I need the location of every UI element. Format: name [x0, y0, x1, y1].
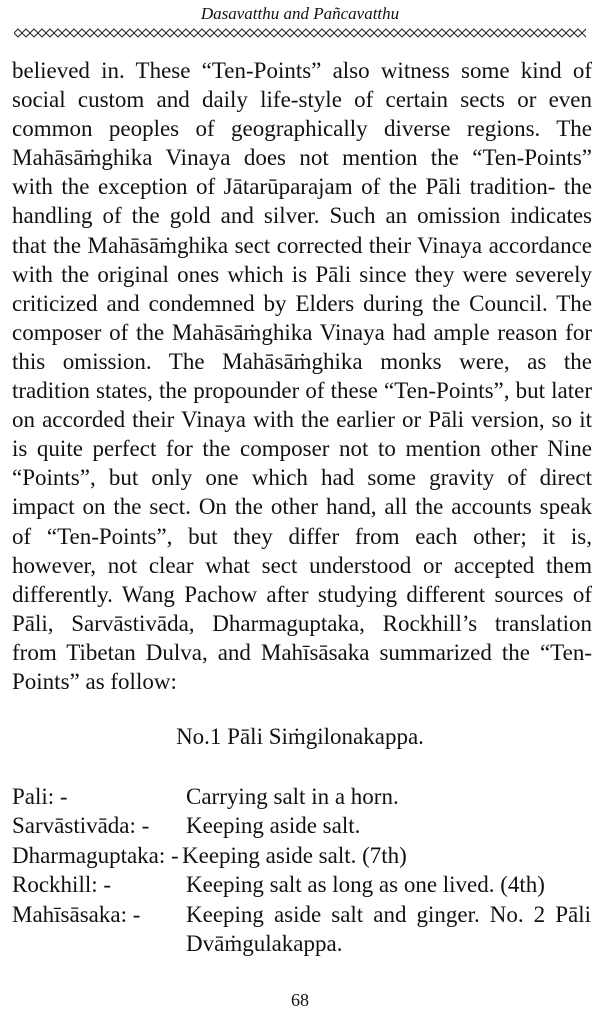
source-label: Rockhill: - [12, 872, 112, 898]
ten-points-list [12, 782, 592, 956]
source-label: Dharmaguptaka: - [12, 842, 179, 868]
section-title: No.1 Pāli Siṁgilonakappa. [176, 724, 424, 749]
list-item [12, 811, 592, 840]
source-description: Keeping aside salt. (7th) [182, 842, 407, 868]
body-paragraph: believed in. These “Ten-Points” also witness some kind of social custom and daily life-style of certain sects or even common peoples of geographically diverse regions. The Mahāsāṁghika Vinaya does not mention the “Ten-Points” with the exception of Jātarūparajam of the Pāli tradition- the handling of the gold and silver. Such an omission indicates that the Mahāsāṁghika sect corrected their Vinaya accordance with the original ones which is Pāli since they were severely criticized and condemned by Elders during the Council. The composer of the Mahāsāṁghika Vinaya had ample reason for this omission. The Mahāsāṁghika monks were, as the tradition states, the propounder of these “Ten-Points”, but later on accorded their Vinaya with the earlier or Pāli version, so it is quite perfect for the composer not to mention other Nine “Points”, but only one which had some gravity of direct impact on the sect. On the other hand, all the accounts speak of “Ten-Points”, but they differ from each other; it is, however, not clear what sect understood or accepted them differently. Wang Pachow after studying different sources of Pāli, Sarvāstivāda, Dharmaguptaka, Rockhill’s translation from Tibetan Dulva, and Mahīsāsaka summarized the “Ten-Points” as follow: [12, 58, 592, 694]
source-description: Keeping aside salt and ginger. No. 2 Pāli Dvāṁgulakappa. [186, 901, 591, 956]
list-item [12, 841, 592, 870]
source-label: Pali: - [12, 784, 68, 809]
list-item [12, 782, 592, 811]
page-number: 68 [291, 990, 309, 1010]
source-label: Sarvāstivāda: - [12, 813, 150, 839]
decorative-rule [14, 27, 586, 39]
list-item [12, 900, 592, 956]
running-head: Dasavatthu and Pañcavatthu [200, 4, 400, 23]
source-description: Carrying salt in a horn. [186, 784, 399, 809]
list-item [12, 870, 592, 899]
source-description: Keeping salt as long as one lived. (4th) [186, 872, 545, 898]
source-label: Mahīsāsaka: - [12, 901, 141, 927]
source-description: Keeping aside salt. [186, 813, 361, 839]
